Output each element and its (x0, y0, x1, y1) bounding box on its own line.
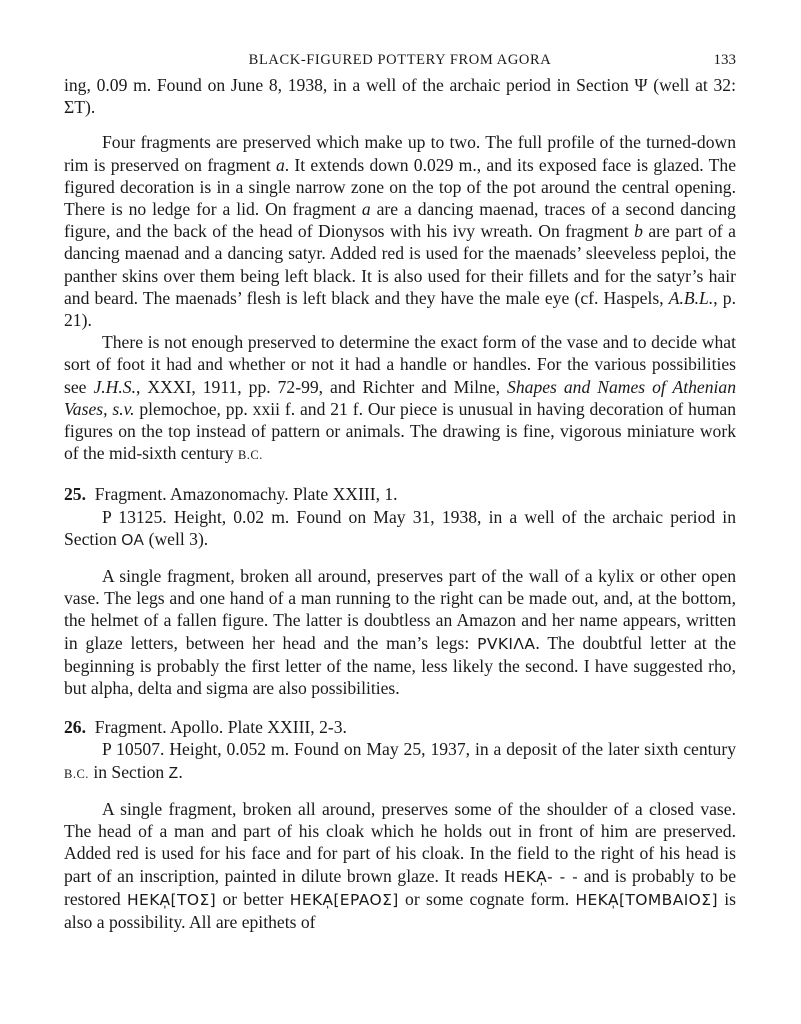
fragment-label: a (275, 154, 285, 175)
fragment-label: b (634, 221, 643, 242)
inscription: HEKA̩- - - (503, 867, 579, 886)
era-abbrev: B.C. (64, 766, 89, 781)
entry-25-catalog: P 13125. Height, 0.02 m. Found on May 31, 1938, in a well of the archaic period in Section OA (well 3). (64, 506, 736, 549)
inscription: HEKA̩[TOMBAIOΣ] (575, 890, 718, 909)
running-title: BLACK-FIGURED POTTERY FROM AGORA (248, 52, 552, 68)
entry-number: 26. (64, 717, 86, 738)
section-label: OA (121, 531, 145, 549)
inscription: PVKIΛA (477, 634, 536, 653)
entry-26-catalog: P 10507. Height, 0.052 m. Found on May 25, 1937, in a deposit of the later sixth century B.C. in Section Z. (64, 739, 736, 782)
inscription: HEKA̩[EPAOΣ] (289, 890, 399, 909)
entry-25-heading: 25. Fragment. Amazonomachy. Plate XXIII, 1. (64, 484, 398, 505)
era-abbrev: B.C. (237, 448, 263, 463)
citation-abbrev: A.B.L. (668, 287, 714, 308)
citation-title: Shapes and Names of Athenian Vases, s.v. (64, 376, 737, 419)
description-paragraph-2: There is not enough preserved to determine the exact form of the vase and to decide what sort of foot it had and whether or not it had a handle or handles. For the various possibilities see J.H.S., XXXI, 1911, pp. 72-99, and Richter and Milne, Shapes and Names of Athenian Vases, s.v. plemochoe, pp. xxii f. and 21 f. Our piece is unusual in having decoration of human figures on the top instead of pattern or animals. The drawing is fine, vigorous miniature work of the mid-sixth century B.C. (64, 332, 737, 464)
description-paragraph-1: Four fragments are preserved which make up to two. The full profile of the turned-down rim is preserved on fragment a. It extends down 0.029 m., and its exposed face is glazed. The figured decoration is in a single narrow zone on the top of the pot around the central opening. There is no ledge for a lid. On fragment a are a dancing maenad, traces of a second dancing figure, and the back of the head of Dionysos with his ivy wreath. On fragment b are part of a dancing maenad and a dancing satyr. Added red is used for the maenads’ sleeveless peploi, the panther skins over them being left black. It is also used for their fillets and for the satyr’s hair and beard. The maenads’ flesh is left black and they have the male eye (cf. Haspels, A.B.L., p. 21). (64, 132, 736, 331)
entry-25-body: A single fragment, broken all around, preserves part of the wall of a kylix or other open vase. The legs and one hand of a man running to the right can be made out, and, at the bottom, the helmet of a fallen figure. The latter is doubtless an Amazon and her name appears, written in glaze letters, between her head and the man’s legs: PVKIΛA. The doubtful letter at the beginning is probably the first letter of the name, less likely the second. I have suggested rho, but alpha, delta and sigma are also possibilities. (64, 566, 736, 699)
section-label: Z (168, 764, 179, 782)
inscription: HEKA̩[TOΣ] (127, 890, 217, 909)
entry-26-body: A single fragment, broken all around, preserves some of the shoulder of a closed vase. The head of a man and part of his cloak which he holds out in front of him are preserved. Added red is used for his face and for part of his cloak. In the field to the right of his head is part of an inscription, painted in dilute brown glaze. It reads HEKA̩- - - and is probably to be restored HEKA̩[TOΣ] or better HEKA̩[EPAOΣ] or some cognate form. HEKA̩[TOMBAIOΣ] is also a possibility. All are epithets of (64, 798, 737, 932)
citation-abbrev: J.H.S. (93, 376, 136, 397)
entry-26-heading: 26. Fragment. Apollo. Plate XXIII, 2-3. (64, 717, 347, 738)
running-head (64, 52, 736, 74)
entry-number: 25. (64, 484, 86, 505)
fragment-label: a (361, 199, 371, 220)
page-number: 133 (713, 52, 736, 68)
document-page (64, 52, 736, 933)
continued-paragraph: ing, 0.09 m. Found on June 8, 1938, in a well of the archaic period in Section Ψ (well at 32: ΣT). (64, 75, 736, 118)
